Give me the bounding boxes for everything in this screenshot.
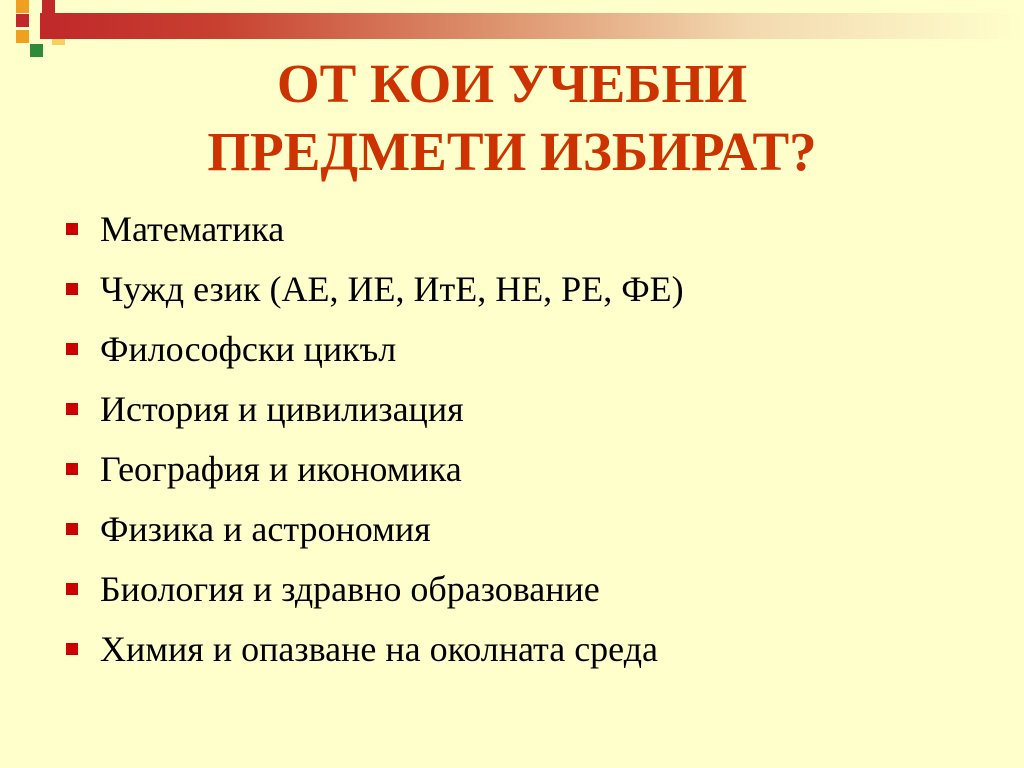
subject-list bbox=[66, 199, 684, 679]
square-bullet-icon bbox=[66, 283, 78, 295]
square-bullet-icon bbox=[66, 223, 78, 235]
list-item bbox=[66, 439, 684, 499]
list-item-text: Физика и астрономия bbox=[100, 509, 431, 549]
title-line-1: ОТ КОИ УЧЕБНИ bbox=[276, 53, 748, 114]
list-item bbox=[66, 319, 684, 379]
list-item bbox=[66, 619, 684, 679]
slide-title bbox=[0, 50, 1024, 186]
list-item bbox=[66, 199, 684, 259]
decor-square-orange bbox=[16, 30, 29, 43]
list-item-text: Философски цикъл bbox=[100, 329, 397, 369]
square-bullet-icon bbox=[66, 463, 78, 475]
list-item-text: Химия и опазване на околната среда bbox=[100, 629, 658, 669]
decor-square-orange bbox=[16, 0, 29, 13]
list-item bbox=[66, 499, 684, 559]
list-item-text: География и икономика bbox=[100, 449, 462, 489]
list-item-text: История и цивилизация bbox=[100, 389, 464, 429]
square-bullet-icon bbox=[66, 523, 78, 535]
decor-square-red bbox=[16, 14, 29, 27]
title-line-2: ПРЕДМЕТИ ИЗБИРАТ? bbox=[207, 121, 817, 182]
square-bullet-icon bbox=[66, 583, 78, 595]
list-item-text: Математика bbox=[100, 209, 285, 249]
list-item bbox=[66, 379, 684, 439]
square-bullet-icon bbox=[66, 643, 78, 655]
decorative-top-bar bbox=[40, 13, 1024, 39]
square-bullet-icon bbox=[66, 403, 78, 415]
list-item-text: Биология и здравно образование bbox=[100, 569, 600, 609]
list-item bbox=[66, 259, 684, 319]
list-item bbox=[66, 559, 684, 619]
list-item-text: Чужд език (АЕ, ИЕ, ИтЕ, НЕ, РЕ, ФЕ) bbox=[100, 269, 684, 309]
decor-square-red bbox=[42, 0, 55, 13]
square-bullet-icon bbox=[66, 343, 78, 355]
